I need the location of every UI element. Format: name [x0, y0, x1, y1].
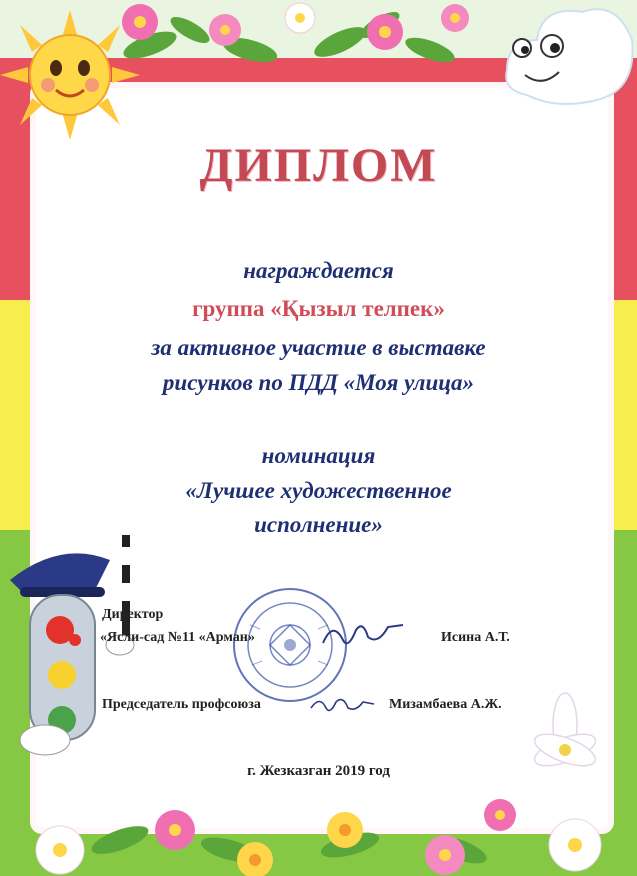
group-name: группа «Қызыл телпек»	[192, 296, 445, 321]
nomination-line-1: «Лучшее художественное	[185, 478, 452, 503]
diploma-title: ДИПЛОМ	[199, 139, 438, 192]
lily-flower-icon	[500, 690, 630, 810]
director-org: «Ясли-сад №11 «Арман»	[100, 630, 255, 645]
director-signature-icon	[318, 615, 408, 655]
awarded-text: награждается	[243, 258, 394, 283]
chair-name: Мизамбаева А.Ж.	[389, 697, 502, 712]
reason-line-2: рисунков по ПДД «Моя улица»	[162, 370, 475, 395]
nomination-label: номинация	[261, 443, 376, 468]
cloud-icon	[497, 0, 637, 110]
director-title: Директор	[102, 607, 164, 622]
sun-icon	[0, 10, 140, 140]
director-name: Исина А.Т.	[441, 630, 510, 645]
chair-title: Председатель профсоюза	[102, 697, 261, 712]
reason-line-1: за активное участие в выставке	[151, 335, 486, 360]
nomination-line-2: исполнение»	[254, 512, 383, 537]
place-and-year: г. Жезказган 2019 год	[247, 763, 390, 779]
chair-signature-icon	[308, 690, 378, 720]
traffic-light-character-icon	[0, 535, 180, 765]
